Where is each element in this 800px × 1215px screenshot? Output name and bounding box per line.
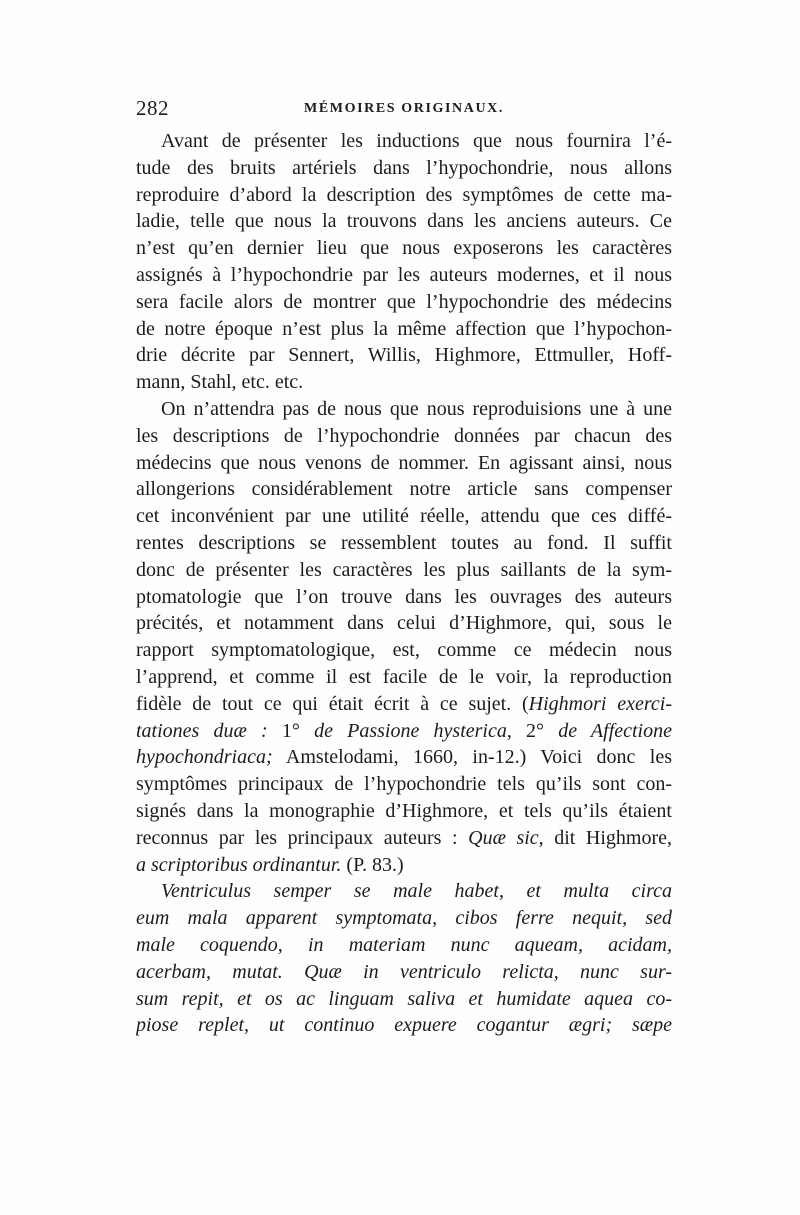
italic-text: tationes duæ : <box>136 719 282 742</box>
line-text: sum repit, et os ac linguam saliva et humidate aquea co- <box>136 987 672 1010</box>
roman-text: Amstelodami, 1660, in-12.) Voici donc les <box>272 746 672 769</box>
text-line <box>136 557 672 584</box>
text-line <box>136 396 672 423</box>
text-line <box>136 798 672 825</box>
body-text <box>136 128 672 1039</box>
line-text: male coquendo, in materiam nunc aqueam, acidam, <box>136 933 672 956</box>
text-line <box>136 744 672 771</box>
line-text: reproduire d’abord la description des symptômes de cette ma- <box>136 183 672 206</box>
line-text: sera facile alors de montrer que l’hypochondrie des médecins <box>136 290 672 313</box>
line-text: Ventriculus semper se male habet, et multa circa <box>161 880 672 903</box>
text-line <box>136 208 672 235</box>
text-line <box>136 423 672 450</box>
italic-text: a scriptoribus ordinantur. <box>136 853 342 876</box>
text-line <box>136 691 672 718</box>
text-line <box>136 932 672 959</box>
line-text: eum mala apparent symptomata, cibos ferre nequit, sed <box>136 907 672 930</box>
roman-text: reconnus par les principaux auteurs : <box>136 826 469 849</box>
paragraph-3-latin-quote <box>136 878 672 1039</box>
line-text: allongerions considérablement notre article sans compenser <box>136 478 672 501</box>
text-line <box>136 825 672 852</box>
italic-text: de Passione hysterica, <box>299 719 527 742</box>
line-text: ptomatologie que l’on trouve dans les ouvrages des auteurs <box>136 585 672 608</box>
line-text: les descriptions de l’hypochondrie données par chacun des <box>136 424 672 447</box>
line-text: On n’attendra pas de nous que nous reproduisions une à une <box>161 397 672 420</box>
roman-text: fidèle de tout ce qui était écrit à ce sujet. ( <box>136 692 529 715</box>
text-line <box>136 1012 672 1039</box>
text-line <box>136 450 672 477</box>
line-text: tude des bruits artériels dans l’hypochondrie, nous allons <box>136 156 672 179</box>
text-line <box>136 664 672 691</box>
paragraph-2 <box>136 396 672 878</box>
text-line <box>136 718 672 745</box>
italic-text: de Affectione <box>544 719 672 742</box>
paragraph-1 <box>136 128 672 396</box>
roman-text: 1° <box>281 719 300 742</box>
line-text: médecins que nous venons de nommer. En agissant ainsi, nous <box>136 451 672 474</box>
text-line <box>136 369 672 396</box>
text-line <box>136 852 672 879</box>
text-line <box>136 342 672 369</box>
text-line <box>136 530 672 557</box>
line-text: rentes descriptions se ressemblent toutes au fond. Il suffit <box>136 531 672 554</box>
roman-text: dit Highmore, <box>543 826 672 849</box>
line-text: symptômes principaux de l’hypochondrie tels qu’ils sont con- <box>136 773 672 796</box>
line-text: n’est qu’en dernier lieu que nous exposerons les caractères <box>136 237 672 260</box>
text-line <box>136 878 672 905</box>
text-line <box>136 584 672 611</box>
line-text: piose replet, ut continuo expuere cogantur ægri; sæpe <box>136 1014 672 1037</box>
line-text: de notre époque n’est plus la même affection que l’hypochon- <box>136 317 672 340</box>
text-line <box>136 235 672 262</box>
italic-text: Highmori exerci- <box>528 692 672 715</box>
text-line <box>136 503 672 530</box>
line-text: ladie, telle que nous la trouvons dans les anciens auteurs. Ce <box>136 210 672 233</box>
text-line <box>136 986 672 1013</box>
page-number: 282 <box>136 96 169 120</box>
text-line <box>136 959 672 986</box>
text-line <box>136 476 672 503</box>
text-line <box>136 182 672 209</box>
text-line <box>136 289 672 316</box>
line-text: assignés à l’hypochondrie par les auteurs modernes, et il nous <box>136 263 672 286</box>
line-text: précités, et notamment dans celui d’Highmore, qui, sous le <box>136 612 672 635</box>
roman-text: (P. 83.) <box>341 853 404 876</box>
text-line <box>136 905 672 932</box>
text-line <box>136 316 672 343</box>
line-text: Avant de présenter les inductions que nous fournira l’é- <box>161 130 672 152</box>
line-text: mann, Stahl, etc. etc. <box>136 371 304 394</box>
line-text: l’apprend, et comme il est facile de le voir, la reproduction <box>136 665 672 688</box>
text-line <box>136 155 672 182</box>
text-line <box>136 610 672 637</box>
roman-text: 2° <box>526 719 545 742</box>
italic-text: hypochondriaca; <box>136 746 273 769</box>
text-line <box>136 637 672 664</box>
text-line <box>136 262 672 289</box>
line-text: rapport symptomatologique, est, comme ce médecin nous <box>136 639 672 662</box>
line-text: acerbam, mutat. Quæ in ventriculo relicta, nunc sur- <box>136 960 672 983</box>
running-head: MÉMOIRES ORIGINAUX. <box>304 101 504 116</box>
text-line <box>136 128 672 155</box>
line-text: drie décrite par Sennert, Willis, Highmore, Ettmuller, Hoff- <box>136 344 672 367</box>
italic-text: Quæ sic, <box>468 826 544 849</box>
text-line <box>136 771 672 798</box>
line-text: donc de présenter les caractères les plus saillants de la sym- <box>136 558 672 581</box>
line-text: cet inconvénient par une utilité réelle, attendu que ces diffé- <box>136 505 672 528</box>
line-text: signés dans la monographie d’Highmore, et tels qu’ils étaient <box>136 799 672 822</box>
